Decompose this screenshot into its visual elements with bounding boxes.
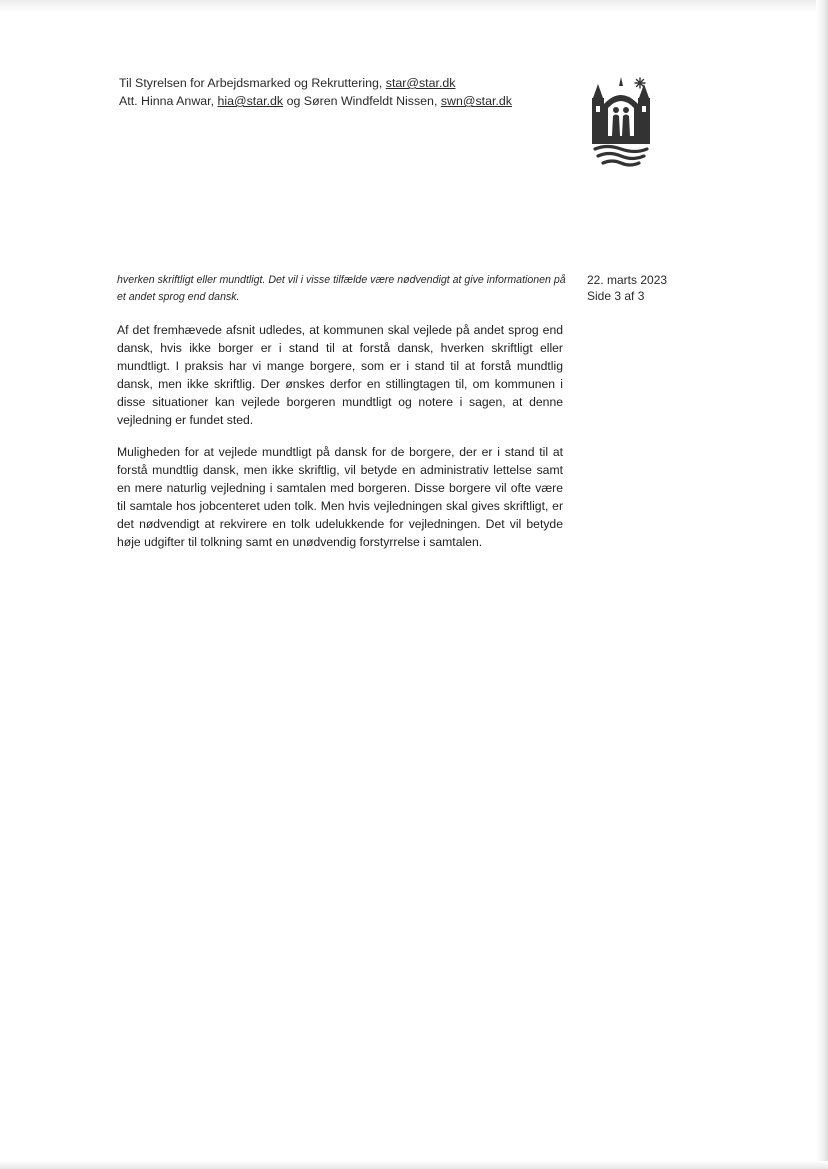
email-link-hia[interactable]: hia@star.dk [217,94,284,108]
letter-date: 22. marts 2023 [587,273,668,287]
scan-shadow-top [0,0,828,12]
att-middle: og Søren Windfeldt Nissen, [286,94,438,108]
aarhus-coat-of-arms-icon [587,72,655,172]
recipient-line-2 [119,92,512,110]
email-link-swn[interactable]: swn@star.dk [440,94,512,108]
quoted-excerpt: hverken skriftligt eller mundtligt. Det vil i visse tilfælde være nødvendigt at give informationen på et andet sprog end dansk. [117,274,566,303]
recipient-org: Til Styrelsen for Arbejdsmarked og Rekruttering, [119,76,383,90]
page-indicator: Side 3 af 3 [587,289,645,303]
body-paragraph-2: Muligheden for at vejlede mundtligt på dansk for de borgere, der er i stand til at forstå mundtlig dansk, men ikke skriftlig, vil betyde en administrativ lettelse samt en mere naturlig vejledning i samtalen med borgeren. Disse borgere vil ofte være til samtale hos jobcenteret uden tolk. Men hvis vejledningen skal gives skriftligt, er det nødvendigt at rekvirere en tolk udelukkende for vejledningen. Det vil betyde høje udgifter til tolkning samt en unødvendig forstyrrelse i samtalen. [117,445,563,549]
recipient-block [119,74,512,110]
att-prefix: Att. Hinna Anwar, [119,94,215,108]
email-link-star[interactable]: star@star.dk [385,76,456,90]
recipient-line-1 [119,74,512,92]
scan-shadow-right [816,0,828,1169]
body-paragraph-1: Af det fremhævede afsnit udledes, at kommunen skal vejlede på andet sprog end dansk, hvis ikke borger er i stand til at forstå dansk, hverken skriftligt eller mundtligt. I praksis har vi mange borgere, som er i stand til at forstå mundtlig dansk, men ikke skriftlig. Der ønskes derfor en stillingtagen til, om kommunen i disse situationer kan vejlede borgeren mundtligt og notere i sagen, at denne vejledning er fundet sted. [117,323,563,427]
scan-shadow-bottom [0,1161,828,1169]
letter-meta [587,272,667,304]
